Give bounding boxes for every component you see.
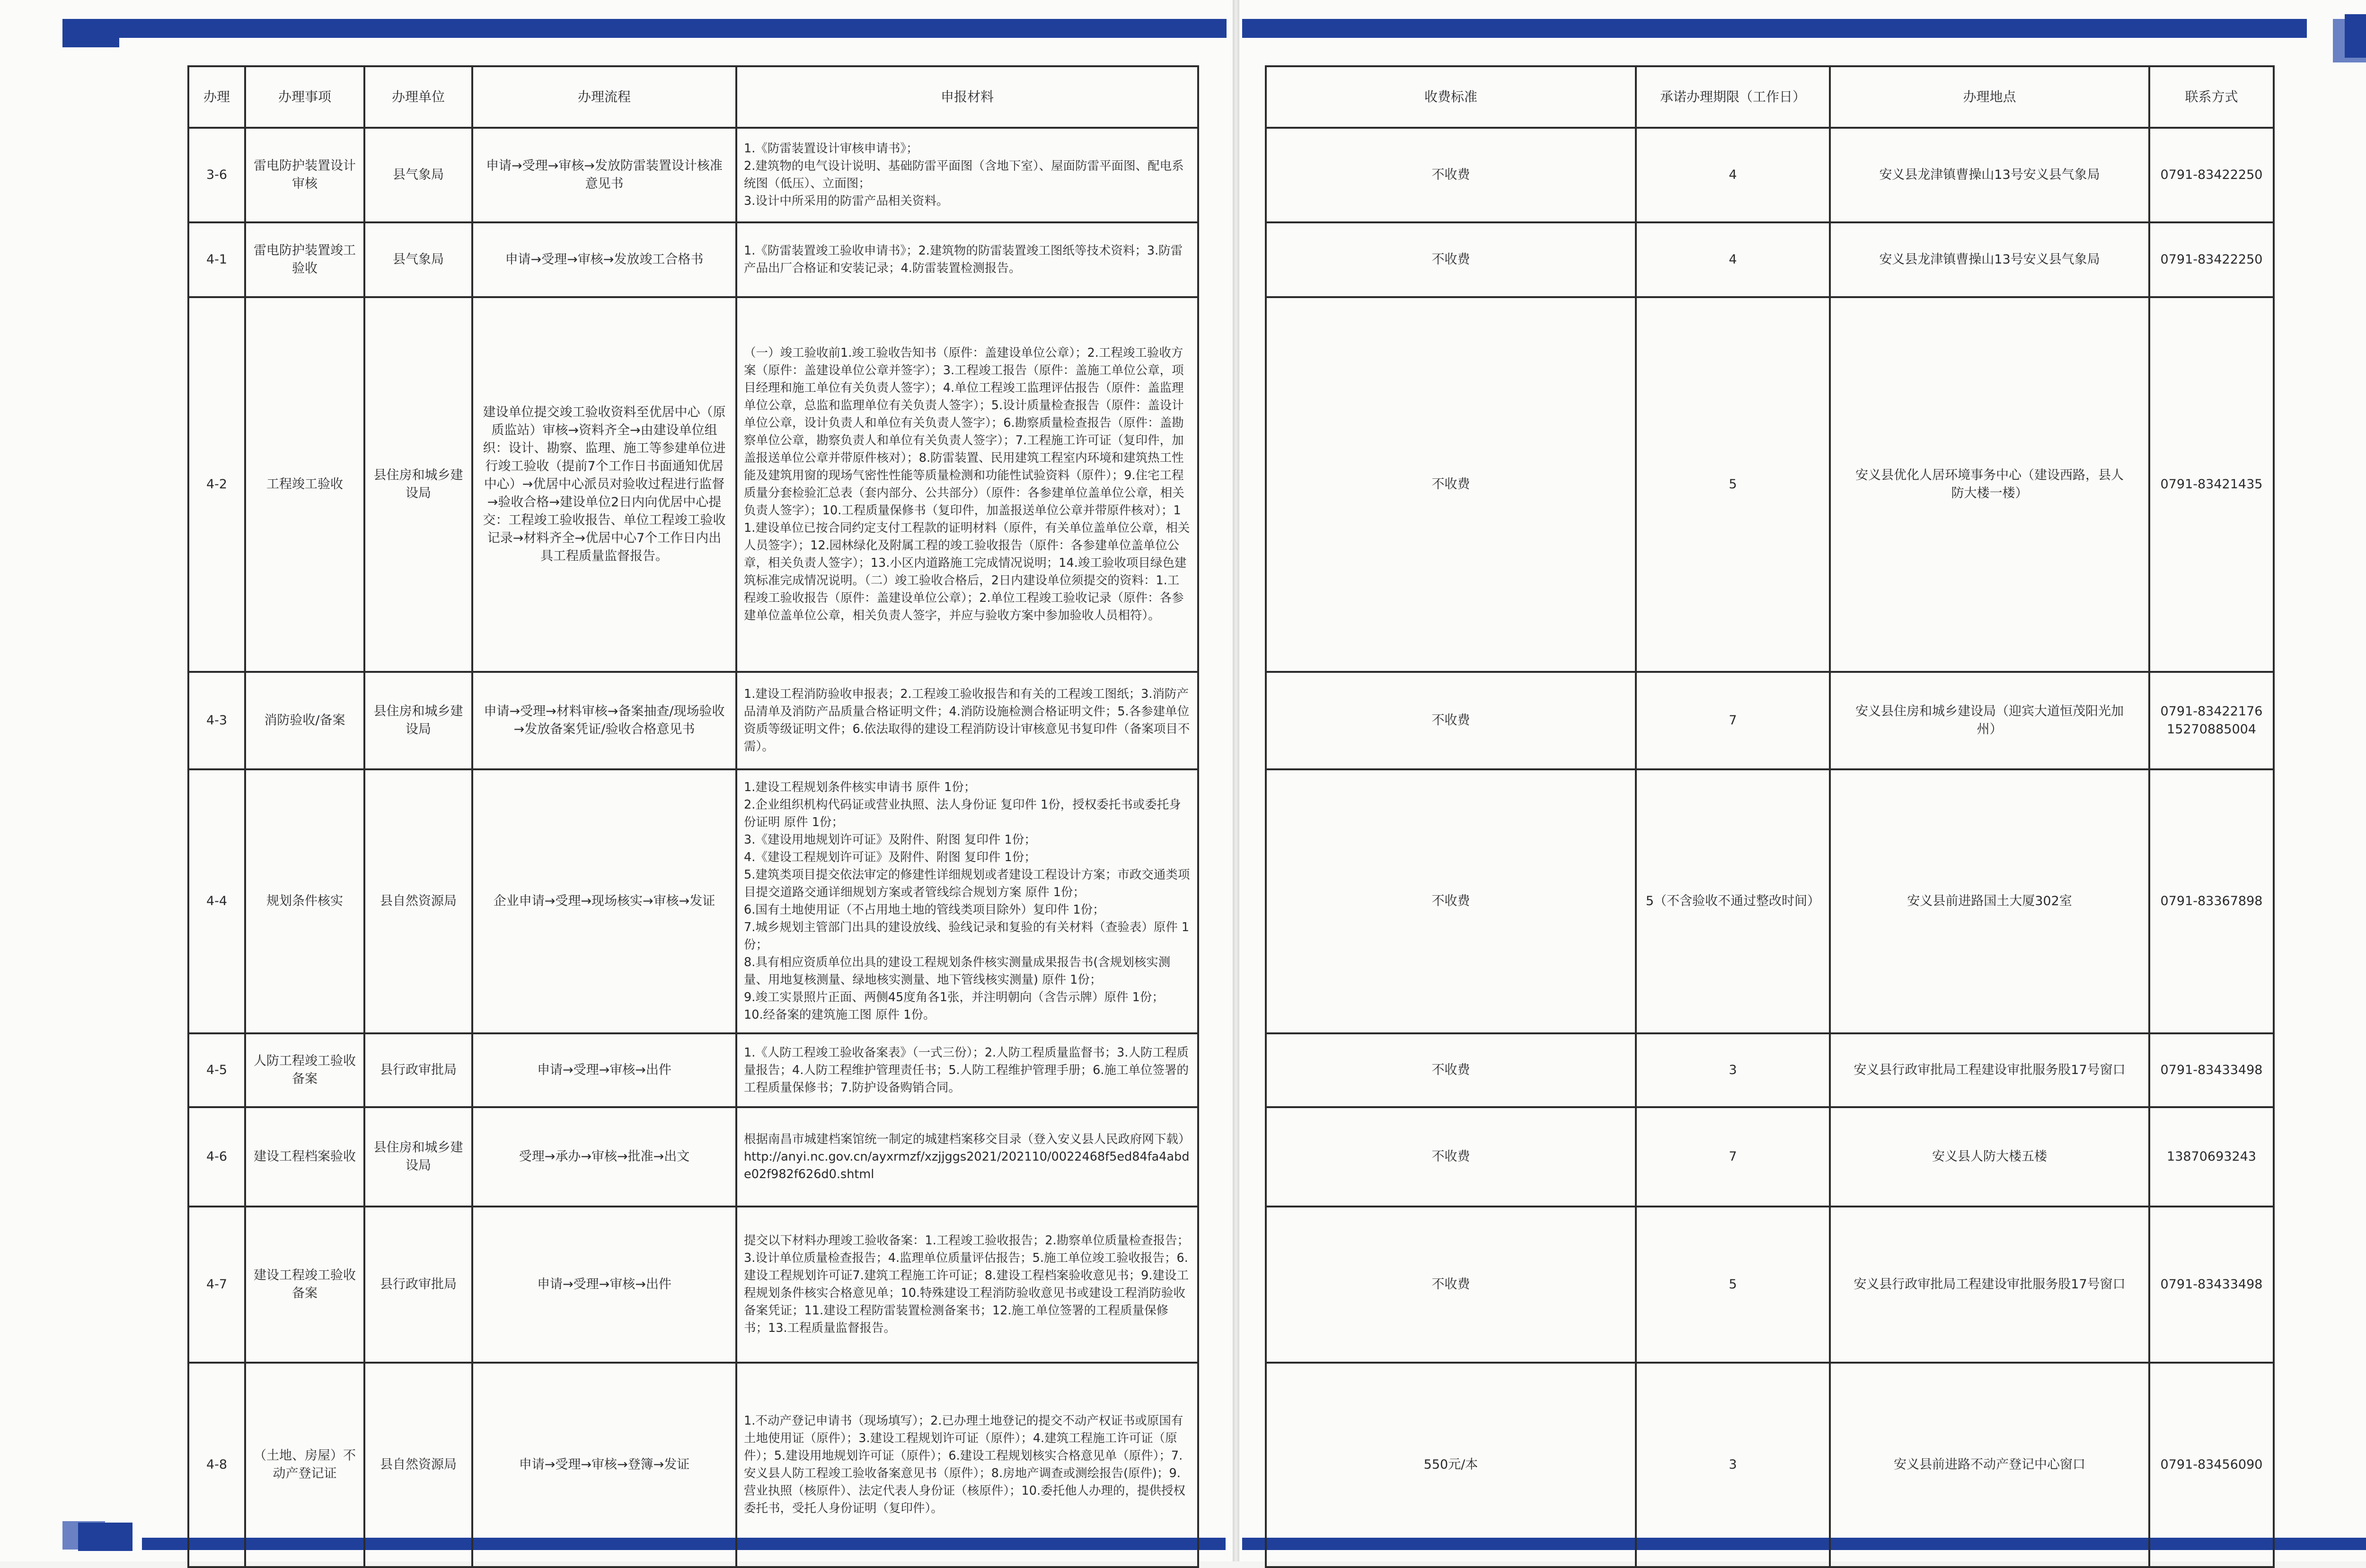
location-cell: 安义县住房和城乡建设局（迎宾大道恒茂阳光加州） bbox=[1830, 672, 2149, 769]
fee-cell: 不收费 bbox=[1266, 128, 1636, 222]
contact-cell: 0791-83422250 bbox=[2149, 222, 2274, 297]
location-cell: 安义县前进路国土大厦302室 bbox=[1830, 769, 2149, 1033]
right-table-row bbox=[1266, 1207, 2274, 1363]
handling-unit-cell: 县自然资源局 bbox=[364, 769, 472, 1033]
top-corner-square-left bbox=[62, 19, 119, 47]
contact-cell: 0791-83456090 bbox=[2149, 1363, 2274, 1567]
handling-unit-cell: 县行政审批局 bbox=[364, 1207, 472, 1363]
row-number-cell: 4-3 bbox=[188, 672, 245, 769]
contact-cell: 0791-83422176 15270885004 bbox=[2149, 672, 2274, 769]
materials-cell: （一）竣工验收前1.竣工验收告知书（原件：盖建设单位公章）；2.工程竣工验收方案（原件：盖建设单位公章并签字）；3.工程竣工报告（原件：盖施工单位公章，项目经理和施工单位有关负责人签字）；4.单位工程竣工监理评估报告（原件：盖监理单位公章，总监和监理单位有关负责人签字）；5.设计质量检查报告（原件：盖设计单位公章，设计负责人和单位有关负责人签字）；6.勘察质量检查报告（原件：盖勘察单位公章，勘察负责人和单位有关负责人签字）；7.工程施工许可证（复印件，加盖报送单位公章并带原件核对）；8.防雷装置、民用建筑工程室内环境和建筑热工性能及建筑用窗的现场气密性性能等质量检测和功能性试验资料（原件）；9.住宅工程质量分套检验汇总表（套内部分、公共部分）（原件：各参建单位盖单位公章，相关负责人签字）；10.工程质量保修书（复印件，加盖报送单位公章并带原件核对）；11.建设单位已按合同约定支付工程款的证明材料（原件，有关单位盖单位公章，相关人员签字）；12.园林绿化及附属工程的竣工验收报告（原件：各参建单位盖单位公章，相关负责人签字）；13.小区内道路施工完成情况说明；14.竣工验收项目绿色建筑标准完成情况说明。（二）竣工验收合格后，2日内建设单位须提交的资料：1.工程竣工验收报告（原件：盖建设单位公章）；2.单位工程竣工验收记录（原件：各参建单位盖单位公章，相关负责人签字，并应与验收方案中参加验收人员相符）。 bbox=[736, 297, 1198, 672]
item-name-cell: 雷电防护装置设计审核 bbox=[245, 128, 364, 222]
left-table-row bbox=[188, 297, 1198, 672]
materials-cell: 提交以下材料办理竣工验收备案：1.工程竣工验收报告；2.勘察单位质量检查报告；3.设计单位质量检查报告；4.监理单位质量评估报告；5.施工单位竣工验收报告；6.建设工程规划许可证7.建筑工程施工许可证；8.建设工程档案验收意见书；9.建设工程规划条件核实合格意见单；10.特殊建设工程消防验收意见书或建设工程消防验收备案凭证；11.建设工程防雷装置检测备案书；12.施工单位签署的工程质量保修书；13.工程质量监督报告。 bbox=[736, 1207, 1198, 1363]
row-number-cell: 4-4 bbox=[188, 769, 245, 1033]
contact-cell: 0791-83433498 bbox=[2149, 1207, 2274, 1363]
process-cell: 建设单位提交竣工验收资料至优居中心（原质监站）审核→资料齐全→由建设单位组织：设计、勘察、监理、施工等参建单位进行竣工验收（提前7个工作日书面通知优居中心）→优居中心派员对验收过程进行监督→验收合格→建设单位2日内向优居中心提交：工程竣工验收报告、单位工程竣工验收记录→材料齐全→优居中心7个工作日内出具工程质量监督报告。 bbox=[472, 297, 736, 672]
left-table-row bbox=[188, 222, 1198, 297]
left-table-row bbox=[188, 1107, 1198, 1207]
location-cell: 安义县龙津镇曹操山13号安义县气象局 bbox=[1830, 222, 2149, 297]
contact-cell: 0791-83422250 bbox=[2149, 128, 2274, 222]
top-bar-left bbox=[62, 19, 1227, 38]
item-name-cell: 消防验收/备案 bbox=[245, 672, 364, 769]
left-table-row bbox=[188, 1207, 1198, 1363]
period-cell: 7 bbox=[1636, 672, 1830, 769]
left-table-row bbox=[188, 1363, 1198, 1567]
handling-unit-cell: 县气象局 bbox=[364, 128, 472, 222]
item-name-cell: 规划条件核实 bbox=[245, 769, 364, 1033]
period-cell: 4 bbox=[1636, 222, 1830, 297]
location-cell: 安义县行政审批局工程建设审批服务股17号窗口 bbox=[1830, 1207, 2149, 1363]
header-item: 办理事项 bbox=[245, 66, 364, 128]
row-number-cell: 3-6 bbox=[188, 128, 245, 222]
item-name-cell: （土地、房屋）不动产登记证 bbox=[245, 1363, 364, 1567]
materials-cell: 1.《防雷装置竣工验收申请书》；2.建筑物的防雷装置竣工图纸等技术资料；3.防雷产品出厂合格证和安装记录；4.防雷装置检测报告。 bbox=[736, 222, 1198, 297]
fee-cell: 不收费 bbox=[1266, 1033, 1636, 1107]
left-table-row bbox=[188, 769, 1198, 1033]
period-cell: 3 bbox=[1636, 1363, 1830, 1567]
handling-unit-cell: 县住房和城乡建设局 bbox=[364, 672, 472, 769]
header-process: 办理流程 bbox=[472, 66, 736, 128]
fee-cell: 550元/本 bbox=[1266, 1363, 1636, 1567]
right-table-row bbox=[1266, 1363, 2274, 1567]
materials-cell: 1.《人防工程竣工验收备案表》（一式三份）；2.人防工程质量监督书；3.人防工程质量报告；4.人防工程维护管理责任书；5.人防工程维护管理手册；6.施工单位签署的工程质量保修书；7.防护设备购销合同。 bbox=[736, 1033, 1198, 1107]
item-name-cell: 工程竣工验收 bbox=[245, 297, 364, 672]
item-name-cell: 雷电防护装置竣工验收 bbox=[245, 222, 364, 297]
header-unit: 办理单位 bbox=[364, 66, 472, 128]
left-table-row bbox=[188, 128, 1198, 222]
location-cell: 安义县优化人居环境事务中心（建设西路，县人防大楼一楼） bbox=[1830, 297, 2149, 672]
process-cell: 申请→受理→审核→发放防雷装置设计核准意见书 bbox=[472, 128, 736, 222]
process-cell: 申请→受理→审核→发放竣工合格书 bbox=[472, 222, 736, 297]
left-header-row bbox=[188, 66, 1198, 128]
fee-cell: 不收费 bbox=[1266, 1107, 1636, 1207]
materials-cell: 1.《防雷装置设计审核申请书》； 2.建筑物的电气设计说明、基础防雷平面图（含地下室）、屋面防雷平面图、配电系统图（低压）、立面图； 3.设计中所采用的防雷产品相关资料。 bbox=[736, 128, 1198, 222]
handling-unit-cell: 县住房和城乡建设局 bbox=[364, 297, 472, 672]
contact-cell: 0791-83421435 bbox=[2149, 297, 2274, 672]
handling-unit-cell: 县行政审批局 bbox=[364, 1033, 472, 1107]
process-cell: 申请→受理→材料审核→备案抽查/现场验收→发放备案凭证/验收合格意见书 bbox=[472, 672, 736, 769]
location-cell: 安义县行政审批局工程建设审批服务股17号窗口 bbox=[1830, 1033, 2149, 1107]
row-number-cell: 4-7 bbox=[188, 1207, 245, 1363]
right-header-row bbox=[1266, 66, 2274, 128]
right-table-row bbox=[1266, 769, 2274, 1033]
header-contact: 联系方式 bbox=[2149, 66, 2274, 128]
period-cell: 4 bbox=[1636, 128, 1830, 222]
item-name-cell: 建设工程档案验收 bbox=[245, 1107, 364, 1207]
materials-cell: 1.建设工程规划条件核实申请书 原件 1份； 2.企业组织机构代码证或营业执照、法人身份证 复印件 1份，授权委托书或委托身份证明 原件 1份； 3.《建设用地规划许可证》及附件、附图 复印件 1份； 4.《建设工程规划许可证》及附件、附图 复印件 1份； 5.建筑类项目提交依法审定的修建性详细规划或者建设工程设计方案；市政交通类项目提交道路交通详细规划方案或者管线综合规划方案 原件 1份； 6.国有土地使用证（不占用地土地的管线类项目除外）复印件 1份； 7.城乡规划主管部门出具的建设放线、验线记录和复验的有关材料（查验表）原件 1份； 8.具有相应资质单位出具的建设工程规划条件核实测量成果报告书(含规划核实测量、用地复核测量、绿地核实测量、地下管线核实测量) 原件 1份； 9.竣工实景照片正面、两侧45度角各1张，并注明朝向（含告示牌）原件 1份； 10.经备案的建筑施工图 原件 1份。 bbox=[736, 769, 1198, 1033]
right-table-row bbox=[1266, 128, 2274, 222]
bottom-corner-square-left bbox=[78, 1523, 132, 1551]
materials-cell: 根据南昌市城建档案馆统一制定的城建档案移交目录（登入安义县人民政府网下载） http://anyi.nc.gov.cn/ayxrmzf/xzjjggs2021/202110/0022468f5ed84fa4abde02f982f626d0.shtml bbox=[736, 1107, 1198, 1207]
header-fee: 收费标准 bbox=[1266, 66, 1636, 128]
right-table-row bbox=[1266, 222, 2274, 297]
process-cell: 受理→承办→审核→批准→出文 bbox=[472, 1107, 736, 1207]
right-table-row bbox=[1266, 1033, 2274, 1107]
top-corner-square-right bbox=[2345, 14, 2366, 58]
location-cell: 安义县龙津镇曹操山13号安义县气象局 bbox=[1830, 128, 2149, 222]
period-cell: 5 bbox=[1636, 297, 1830, 672]
process-cell: 申请→受理→审核→登簿→发证 bbox=[472, 1363, 736, 1567]
materials-cell: 1.不动产登记申请书（现场填写）；2.已办理土地登记的提交不动产权证书或原国有土地使用证（原件）；3.建设工程规划许可证（原件）；4.建筑工程施工许可证（原件）；5.建设用地规划许可证（原件）；6.建设工程规划核实合格意见单（原件）；7.安义县人防工程竣工验收备案意见书（原件）；8.房地产调查或测绘报告(原件)；9.营业执照（核原件）、法定代表人身份证（核原件）；10.委托他人办理的，提供授权委托书，受托人身份证明（复印件）。 bbox=[736, 1363, 1198, 1567]
row-number-cell: 4-8 bbox=[188, 1363, 245, 1567]
item-name-cell: 建设工程竣工验收备案 bbox=[245, 1207, 364, 1363]
left-table-row bbox=[188, 1033, 1198, 1107]
period-cell: 5 bbox=[1636, 1207, 1830, 1363]
contact-cell: 0791-83367898 bbox=[2149, 769, 2274, 1033]
process-cell: 申请→受理→审核→出件 bbox=[472, 1207, 736, 1363]
location-cell: 安义县前进路不动产登记中心窗口 bbox=[1830, 1363, 2149, 1567]
right-service-table bbox=[1265, 65, 2275, 1568]
row-number-cell: 4-2 bbox=[188, 297, 245, 672]
header-materials: 申报材料 bbox=[736, 66, 1198, 128]
contact-cell: 0791-83433498 bbox=[2149, 1033, 2274, 1107]
period-cell: 3 bbox=[1636, 1033, 1830, 1107]
materials-cell: 1.建设工程消防验收申报表；2.工程竣工验收报告和有关的工程竣工图纸；3.消防产品清单及消防产品质量合格证明文件；4.消防设施检测合格证明文件；5.各参建单位资质等级证明文件；6.依法取得的建设工程消防设计审核意见书复印件（备案项目不需）。 bbox=[736, 672, 1198, 769]
top-bar-right bbox=[1242, 19, 2307, 38]
item-name-cell: 人防工程竣工验收备案 bbox=[245, 1033, 364, 1107]
period-cell: 7 bbox=[1636, 1107, 1830, 1207]
header-no: 办理 bbox=[188, 66, 245, 128]
handling-unit-cell: 县自然资源局 bbox=[364, 1363, 472, 1567]
fee-cell: 不收费 bbox=[1266, 1207, 1636, 1363]
process-cell: 申请→受理→审核→出件 bbox=[472, 1033, 736, 1107]
header-location: 办理地点 bbox=[1830, 66, 2149, 128]
handling-unit-cell: 县住房和城乡建设局 bbox=[364, 1107, 472, 1207]
fee-cell: 不收费 bbox=[1266, 297, 1636, 672]
left-service-table bbox=[187, 65, 1199, 1568]
right-table-row bbox=[1266, 297, 2274, 672]
left-table-row bbox=[188, 672, 1198, 769]
row-number-cell: 4-1 bbox=[188, 222, 245, 297]
right-table-row bbox=[1266, 672, 2274, 769]
period-cell: 5（不含验收不通过整改时间） bbox=[1636, 769, 1830, 1033]
fee-cell: 不收费 bbox=[1266, 769, 1636, 1033]
contact-cell: 13870693243 bbox=[2149, 1107, 2274, 1207]
row-number-cell: 4-5 bbox=[188, 1033, 245, 1107]
row-number-cell: 4-6 bbox=[188, 1107, 245, 1207]
fee-cell: 不收费 bbox=[1266, 672, 1636, 769]
location-cell: 安义县人防大楼五楼 bbox=[1830, 1107, 2149, 1207]
handling-unit-cell: 县气象局 bbox=[364, 222, 472, 297]
header-period: 承诺办理期限（工作日） bbox=[1636, 66, 1830, 128]
right-table-row bbox=[1266, 1107, 2274, 1207]
process-cell: 企业申请→受理→现场核实→审核→发证 bbox=[472, 769, 736, 1033]
page-gutter bbox=[1233, 0, 1239, 1561]
fee-cell: 不收费 bbox=[1266, 222, 1636, 297]
